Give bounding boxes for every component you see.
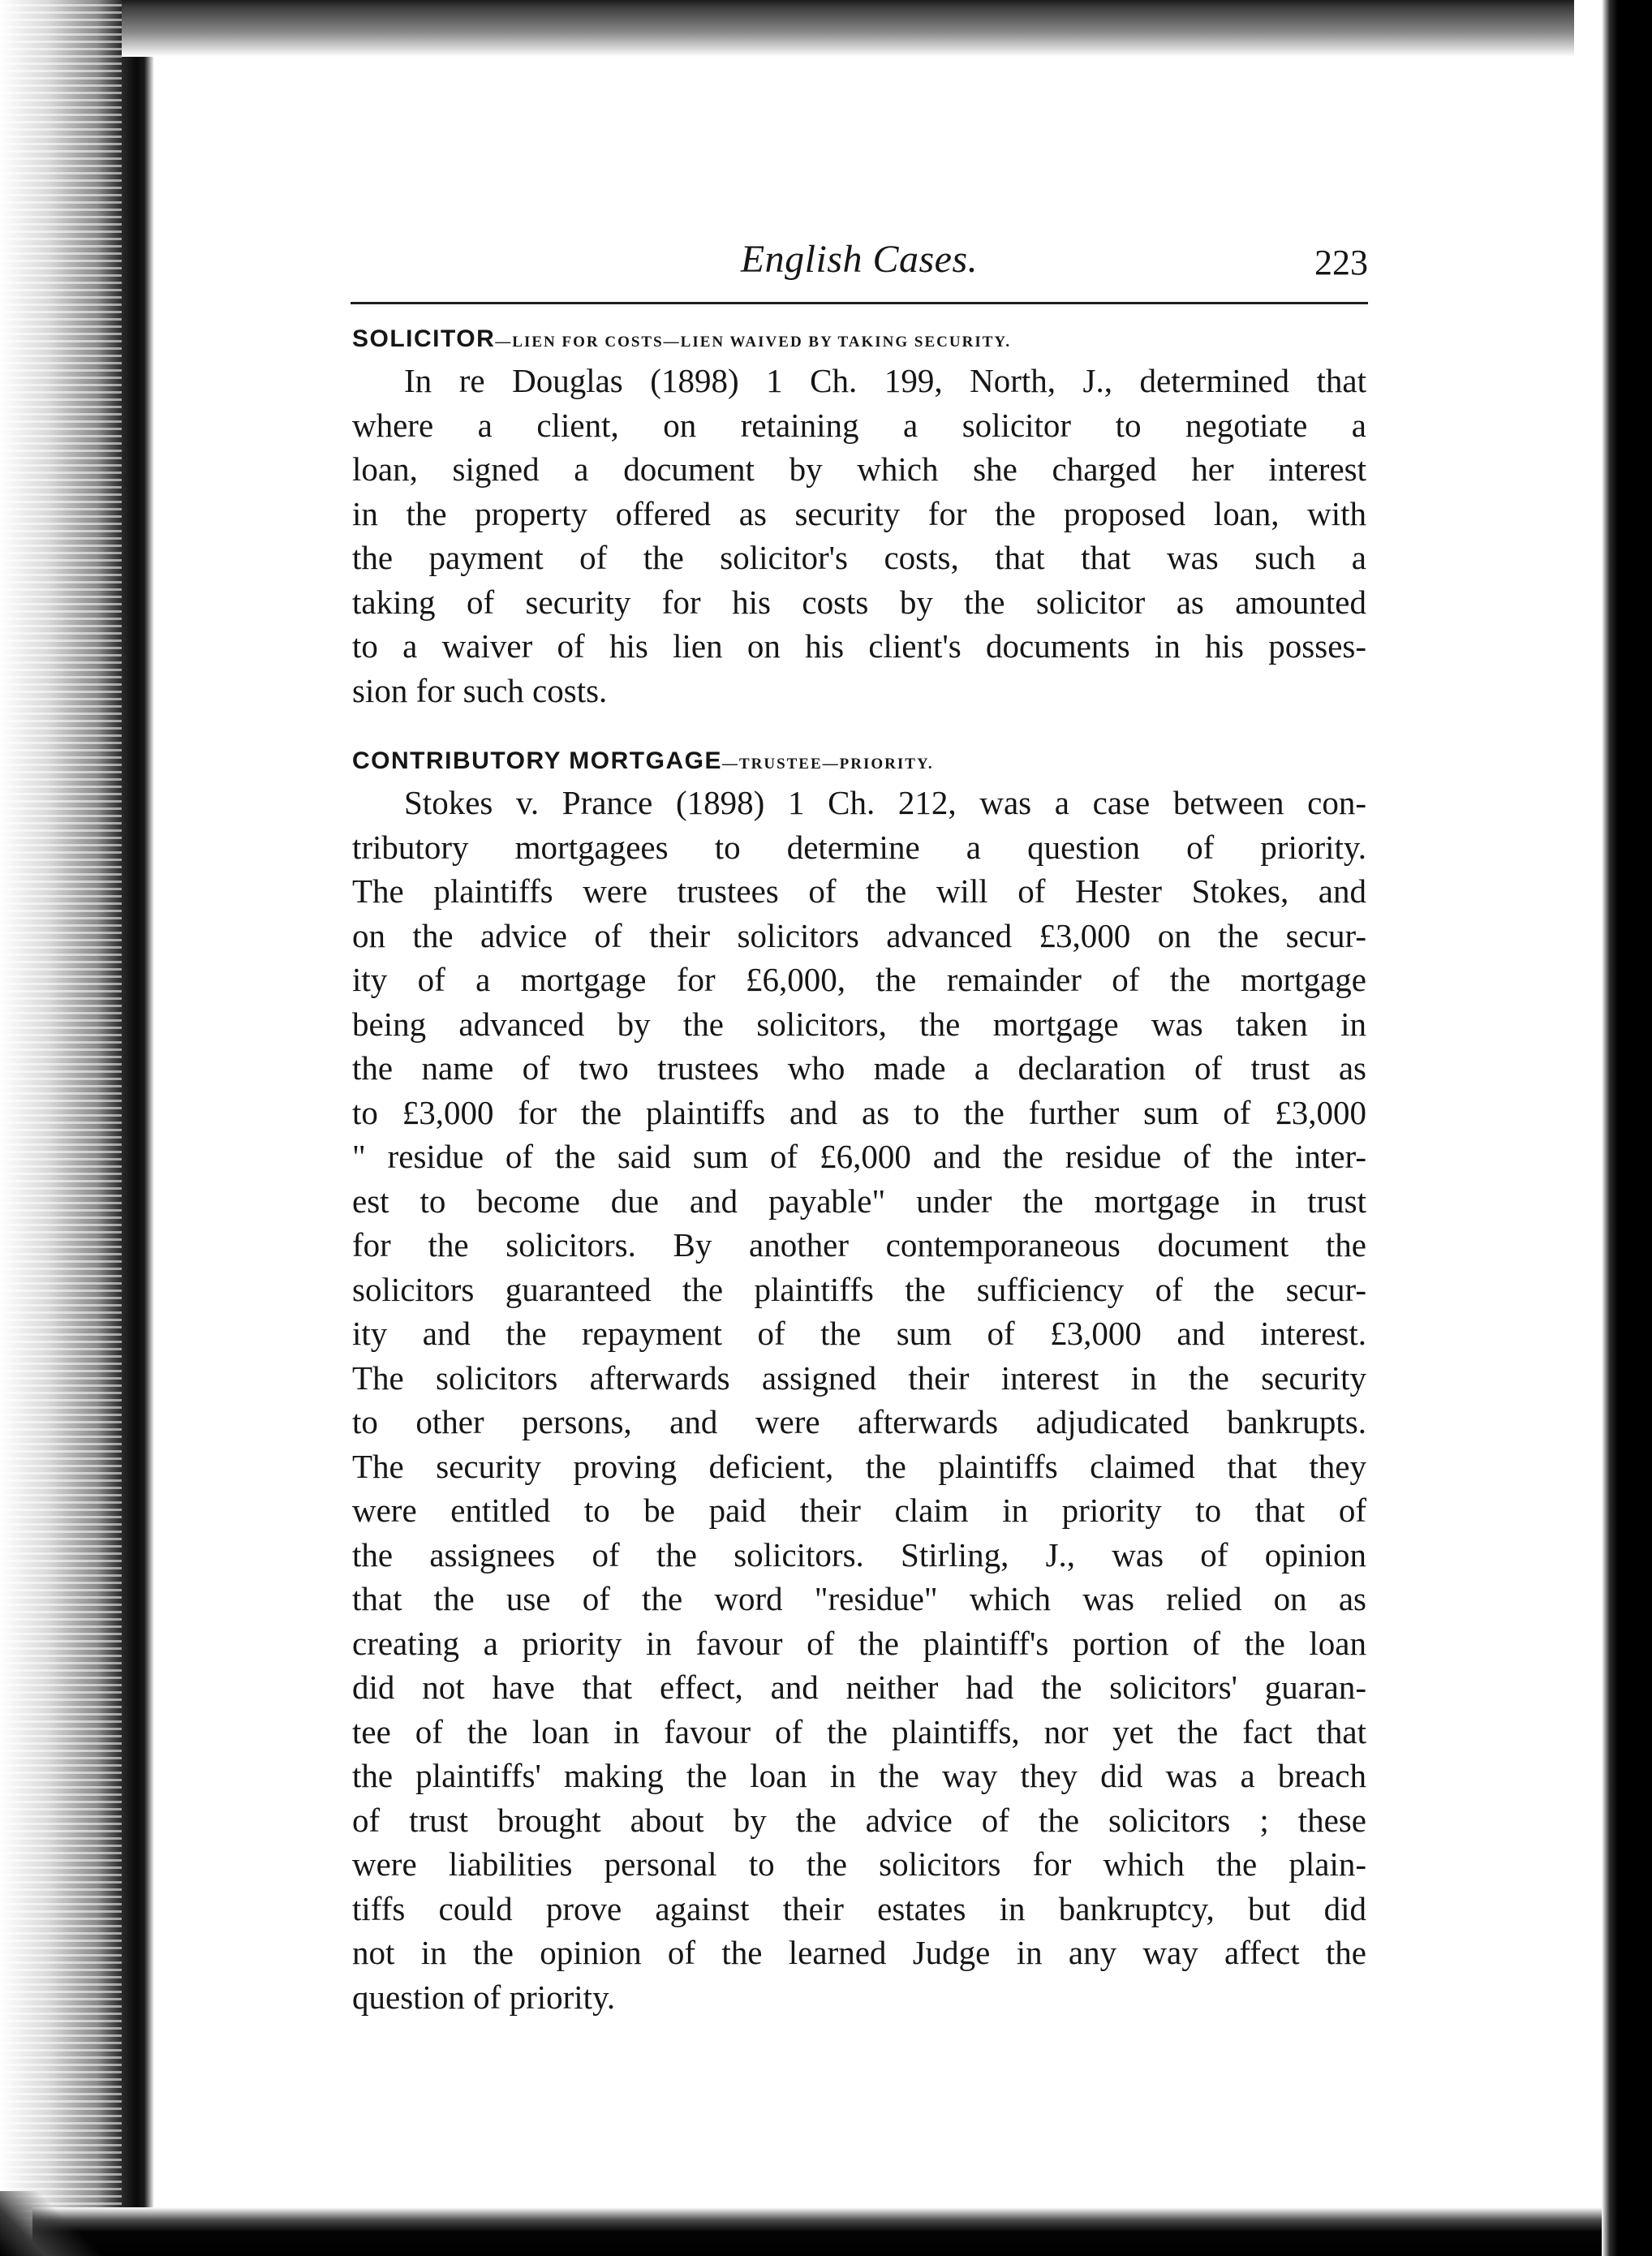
heading-subtitle: —TRUSTEE—PRIORITY. bbox=[721, 756, 934, 773]
text-line: sion for such costs. bbox=[352, 671, 608, 709]
heading-title: CONTRIBUTORY MORTGAGE bbox=[352, 747, 722, 774]
text-line: for the solicitors. By another contemporaneous document the bbox=[352, 1226, 1366, 1264]
heading-subtitle: —LIEN FOR COSTS—LIEN WAIVED BY TAKING SECURITY. bbox=[495, 334, 1012, 351]
scan-corner-bottom-left bbox=[0, 2191, 130, 2256]
text-line: on the advice of their solicitors advanced £3,000 on the secur- bbox=[352, 916, 1366, 954]
text-line: tee of the loan in favour of the plaintiffs, nor yet the fact that bbox=[352, 1712, 1366, 1750]
section-heading bbox=[352, 745, 1366, 781]
text-line: the name of two trustees who made a declaration of trust as bbox=[352, 1049, 1366, 1087]
text-line: Stokes v. Prance (1898) 1 Ch. 212, was a case between con- bbox=[404, 784, 1366, 821]
running-title: English Cases. bbox=[740, 238, 979, 281]
text-line: taking of security for his costs by the solicitor as amounted bbox=[352, 583, 1366, 621]
text-line: The plaintiffs were trustees of the will of Hester Stokes, and bbox=[352, 872, 1366, 910]
text-line: creating a priority in favour of the plaintiff's portion of the loan bbox=[352, 1624, 1366, 1662]
text-line: est to become due and payable" under the mortgage in trust bbox=[352, 1182, 1366, 1220]
text-line: did not have that effect, and neither had the solicitors' guaran- bbox=[352, 1668, 1366, 1706]
text-line: ity and the repayment of the sum of £3,000 and interest. bbox=[352, 1315, 1366, 1352]
header-rule bbox=[351, 302, 1368, 304]
text-line: where a client, on retaining a solicitor to negotiate a bbox=[352, 406, 1366, 444]
text-line: question of priority. bbox=[352, 1978, 616, 2016]
text-line: that the use of the word "residue" which was relied on as bbox=[352, 1580, 1366, 1617]
text-line: to £3,000 for the plaintiffs and as to the further sum of £3,000 bbox=[352, 1093, 1366, 1131]
text-line: tributory mortgagees to determine a question of priority. bbox=[352, 828, 1366, 866]
text-line: tiffs could prove against their estates in bankruptcy, but did bbox=[352, 1889, 1366, 1927]
text-line: The solicitors afterwards assigned their interest in the security bbox=[352, 1358, 1366, 1397]
text-line: In re Douglas (1898) 1 Ch. 199, North, J., determined that bbox=[404, 362, 1366, 399]
page-body bbox=[352, 323, 1366, 2019]
text-line: to other persons, and were afterwards adjudicated bankrupts. bbox=[352, 1403, 1366, 1440]
scan-edge-bottom bbox=[32, 2207, 1602, 2256]
scan-edge-right bbox=[1602, 0, 1652, 2256]
text-line: of trust brought about by the advice of the solicitors ; these bbox=[352, 1801, 1366, 1839]
text-line: ity of a mortgage for £6,000, the remainder of the mortgage bbox=[352, 961, 1366, 998]
text-line: to a waiver of his lien on his client's documents in his posses- bbox=[352, 627, 1366, 665]
text-line: the plaintiffs' making the loan in the way they did was a breach bbox=[352, 1757, 1366, 1794]
text-line: not in the opinion of the learned Judge in any way affect the bbox=[352, 1934, 1366, 1971]
heading-title: SOLICITOR bbox=[352, 325, 496, 352]
case-paragraph bbox=[352, 781, 1366, 2019]
page-number: 223 bbox=[1314, 243, 1368, 282]
text-line: the payment of the solicitor's costs, that that was such a bbox=[352, 539, 1366, 576]
section-spacer bbox=[352, 713, 1366, 745]
text-line: loan, signed a document by which she charged her interest bbox=[352, 450, 1366, 488]
section-heading bbox=[352, 323, 1366, 359]
text-line: " residue of the said sum of £6,000 and the residue of the inter- bbox=[352, 1138, 1366, 1175]
text-line: were entitled to be paid their claim in priority to that of bbox=[352, 1492, 1366, 1529]
running-head bbox=[351, 237, 1368, 299]
text-line: in the property offered as security for the proposed loan, with bbox=[352, 494, 1366, 532]
text-line: the assignees of the solicitors. Stirling, J., was of opinion bbox=[352, 1535, 1366, 1574]
text-line: were liabilities personal to the solicitors for which the plain- bbox=[352, 1845, 1366, 1883]
text-line: The security proving deficient, the plaintiffs claimed that they bbox=[352, 1447, 1366, 1485]
text-line: being advanced by the solicitors, the mortgage was taken in bbox=[352, 1005, 1366, 1043]
case-paragraph bbox=[352, 359, 1366, 713]
scan-edge-top bbox=[122, 0, 1574, 57]
text-line: solicitors guaranteed the plaintiffs the sufficiency of the secur- bbox=[352, 1270, 1366, 1308]
case-section-solicitor bbox=[352, 323, 1366, 713]
case-section-contributory-mortgage bbox=[352, 745, 1366, 2019]
scan-edge-left-texture bbox=[0, 0, 122, 2256]
